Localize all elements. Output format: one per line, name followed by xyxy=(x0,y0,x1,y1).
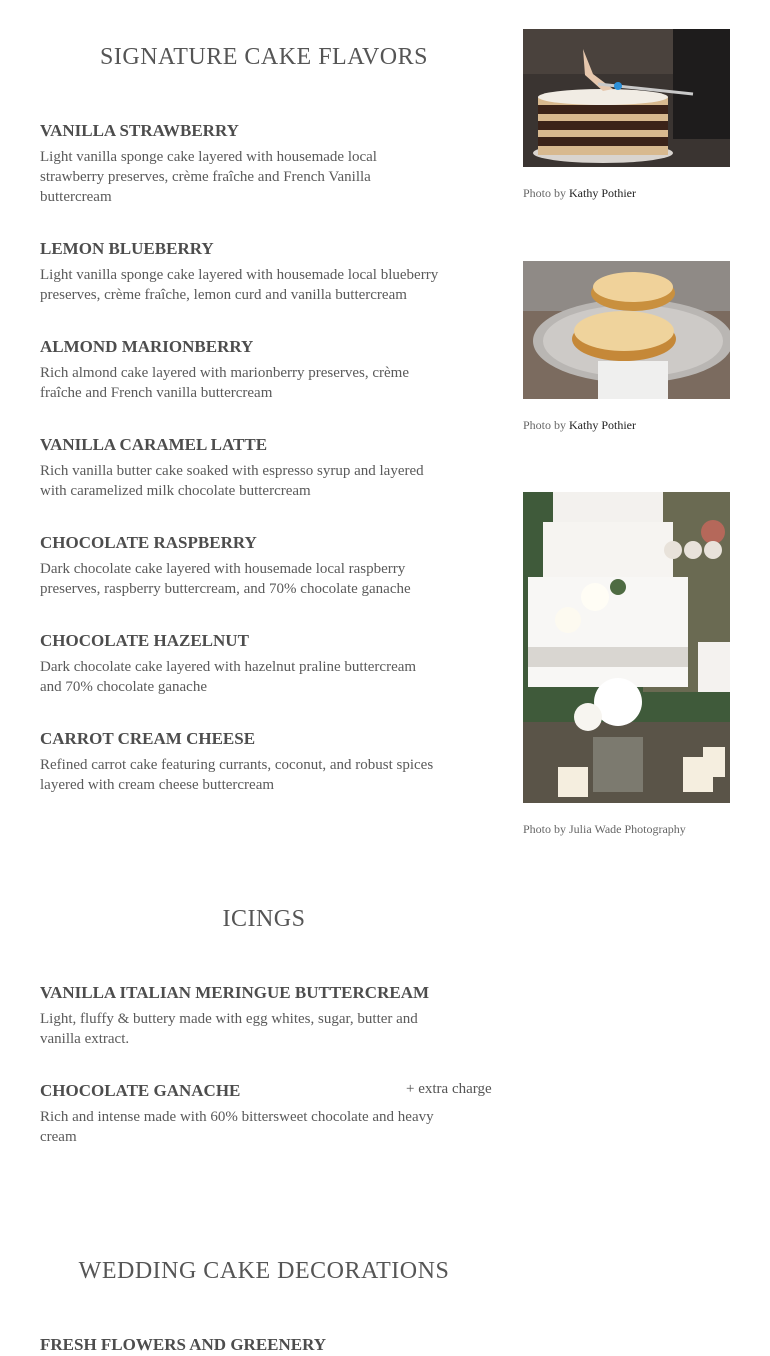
flavor-item xyxy=(40,337,440,403)
flavor-description: Refined carrot cake featuring currants, coconut, and robust spices layered with cream cheese buttercream xyxy=(40,757,434,793)
flavor-item xyxy=(40,631,440,697)
flavor-item xyxy=(40,729,440,795)
flavor-item xyxy=(40,435,440,501)
flavor-name: VANILLA STRAWBERRY xyxy=(40,121,239,140)
caption-prefix: Photo by xyxy=(523,186,570,200)
wedding-cake-photo xyxy=(523,492,730,803)
flavor-name: VANILLA CARAMEL LATTE xyxy=(40,435,268,454)
flavor-description: Light vanilla sponge cake layered with housemade local strawberry preserves, crème fraîche and French Vanilla buttercream xyxy=(40,149,377,205)
extra-charge-note: + extra charge xyxy=(406,1081,492,1097)
icing-item xyxy=(40,1081,440,1147)
flavor-item xyxy=(40,121,440,207)
icing-name: CHOCOLATE GANACHE xyxy=(40,1081,241,1100)
decoration-item xyxy=(40,1335,440,1355)
flavor-item xyxy=(40,239,440,305)
flavor-description: Rich almond cake layered with marionberry preserves, crème fraîche and French vanilla buttercream xyxy=(40,365,410,401)
flavor-description: Dark chocolate cake layered with housemade local raspberry preserves, raspberry buttercream, and 70% chocolate ganache xyxy=(40,561,411,597)
cake-photo-frosting xyxy=(523,29,730,167)
flavor-name: LEMON BLUEBERRY xyxy=(40,239,214,258)
icing-description: Light, fluffy & buttery made with egg whites, sugar, butter and vanilla extract. xyxy=(40,1011,418,1047)
caption-prefix: Photo by Julia Wade Photography xyxy=(523,822,686,836)
icing-item xyxy=(40,983,440,1049)
flavor-description: Dark chocolate cake layered with hazelnut praline buttercream and 70% chocolate ganache xyxy=(40,659,417,695)
photo-caption xyxy=(523,418,636,433)
photo-caption xyxy=(523,822,686,837)
flavor-item xyxy=(40,533,440,599)
flavor-name: CARROT CREAM CHEESE xyxy=(40,729,256,748)
flavor-name: CHOCOLATE RASPBERRY xyxy=(40,533,257,552)
decorations-section-title: WEDDING CAKE DECORATIONS xyxy=(78,1258,450,1284)
flavor-description: Rich vanilla butter cake soaked with espresso syrup and layered with caramelized milk chocolate buttercream xyxy=(40,463,424,499)
flavor-name: CHOCOLATE HAZELNUT xyxy=(40,631,249,650)
icings-section-title: ICINGS xyxy=(222,906,306,932)
flavor-description: Light vanilla sponge cake layered with housemade local blueberry preserves, crème fraîche, lemon curd and vanilla buttercream xyxy=(40,267,439,303)
icing-name: VANILLA ITALIAN MERINGUE BUTTERCREAM xyxy=(40,983,430,1002)
photographer-link[interactable]: Kathy Pothier xyxy=(569,186,637,200)
flavors-section-title: SIGNATURE CAKE FLAVORS xyxy=(100,44,428,70)
icing-description: Rich and intense made with 60% bittersweet chocolate and heavy cream xyxy=(40,1109,434,1145)
caption-prefix: Photo by xyxy=(523,418,570,432)
photo-caption xyxy=(523,186,636,201)
photographer-link[interactable]: Kathy Pothier xyxy=(569,418,637,432)
cake-photo-sponge xyxy=(523,261,730,399)
decoration-name: FRESH FLOWERS AND GREENERY xyxy=(40,1335,327,1354)
flavor-name: ALMOND MARIONBERRY xyxy=(40,337,254,356)
